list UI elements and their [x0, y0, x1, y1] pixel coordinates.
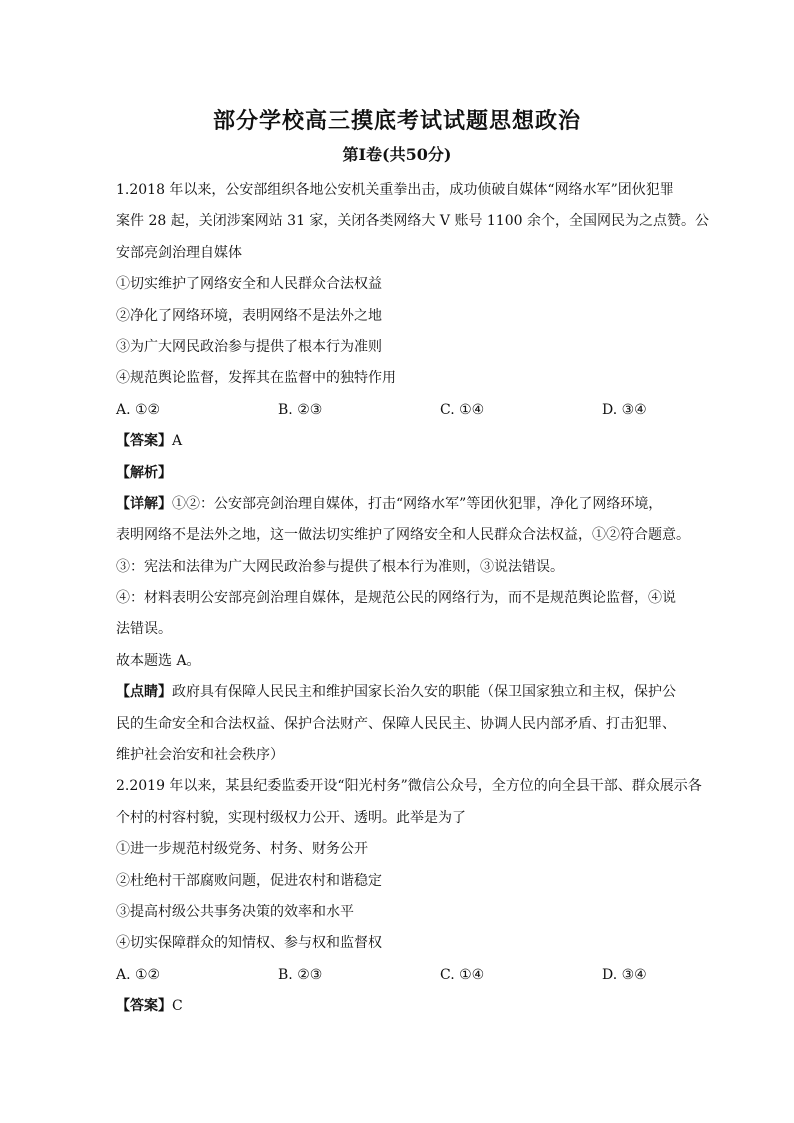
- q1-detail-line: [116, 489, 682, 520]
- q1-detail-line: ③：宪法和法律为广大网民政治参与提供了根本行为准则，③说法错误。: [116, 558, 564, 575]
- q1-tip-line: [116, 677, 682, 708]
- document-body: [116, 175, 709, 1023]
- q1-tip-line: 民的生命安全和合法权益、保护合法财产、保障人民民主、协调人民内部矛盾、打击犯罪、: [116, 715, 676, 732]
- q1-detail-line: 表明网络不是法外之地，这一做法切实维护了网络安全和人民群众合法权益，①②符合题意。: [116, 527, 690, 544]
- answer-label: 【答案】: [116, 998, 172, 1015]
- answer-value: A: [172, 433, 183, 450]
- q2-stem-line: 2.2019 年以来，某县纪委监委开设“阳光村务”微信公众号，全方位的向全县干部、群众展示各: [116, 778, 702, 795]
- q2-statement: ④切实保障群众的知情权、参与权和监督权: [116, 935, 382, 952]
- q1-stem-line: 安部亮剑治理自媒体: [116, 244, 242, 261]
- q1-analysis-label: 【解析】: [116, 464, 172, 481]
- page-title: 部分学校高三摸底考试试题思想政治: [212, 108, 581, 134]
- detail-label: 【详解】: [116, 495, 172, 512]
- q1-statement: ③为广大网民政治参与提供了根本行为准则: [116, 338, 382, 355]
- answer-value: C: [172, 998, 183, 1015]
- q2-statement: ②杜绝村干部腐败问题，促进农村和谐稳定: [116, 872, 382, 889]
- tip-text: 政府具有保障人民民主和维护国家长治久安的职能（保卫国家独立和主权，保护公: [172, 684, 676, 701]
- q2-answer: [116, 991, 682, 1022]
- detail-text: ①②：公安部亮剑治理自媒体，打击“网络水军”等团伙犯罪，净化了网络环境，: [172, 495, 663, 512]
- q2-statement: ③提高村级公共事务决策的效率和水平: [116, 903, 354, 920]
- q2-statement: ①进一步规范村级党务、村务、财务公开: [116, 841, 368, 858]
- q1-options: [116, 395, 682, 426]
- q1-tip-line: 维护社会治安和社会秩序）: [116, 747, 284, 764]
- q1-answer: [116, 426, 682, 457]
- q1-detail-line: 故本题选 A。: [116, 652, 201, 669]
- answer-label: 【答案】: [116, 433, 172, 450]
- q1-statement: ①切实维护了网络安全和人民群众合法权益: [116, 276, 382, 293]
- q2-options: [116, 960, 682, 991]
- q1-option-d: D. ③④: [602, 401, 647, 418]
- q1-option-a: A. ①②: [116, 401, 161, 418]
- q2-option-c: C. ①④: [440, 966, 485, 983]
- q1-detail-line: 法错误。: [116, 621, 172, 638]
- q2-stem-line: 个村的村容村貌，实现村级权力公开、透明。此举是为了: [116, 809, 466, 826]
- q1-stem-line: 1.2018 年以来，公安部组织各地公安机关重拳出击，成功侦破自媒体“网络水军”团伙犯罪: [116, 182, 674, 198]
- q1-statement: ④规范舆论监督，发挥其在监督中的独特作用: [116, 370, 396, 387]
- q1-option-b: B. ②③: [278, 401, 323, 418]
- q2-option-a: A. ①②: [116, 966, 161, 983]
- q1-stem-line: 案件 28 起，关闭涉案网站 31 家，关闭各类网络大 V 账号 1100 余个，全国网民为之点赞。公: [116, 213, 709, 230]
- q2-option-d: D. ③④: [602, 966, 647, 983]
- q1-option-c: C. ①④: [440, 401, 485, 418]
- section-subtitle: 第Ⅰ卷(共50分): [342, 145, 452, 164]
- q2-option-b: B. ②③: [278, 966, 323, 983]
- q1-statement: ②净化了网络环境，表明网络不是法外之地: [116, 307, 382, 324]
- q1-detail-line: ④：材料表明公安部亮剑治理自媒体，是规范公民的网络行为，而不是规范舆论监督，④说: [116, 590, 676, 607]
- tip-label: 【点睛】: [116, 684, 172, 701]
